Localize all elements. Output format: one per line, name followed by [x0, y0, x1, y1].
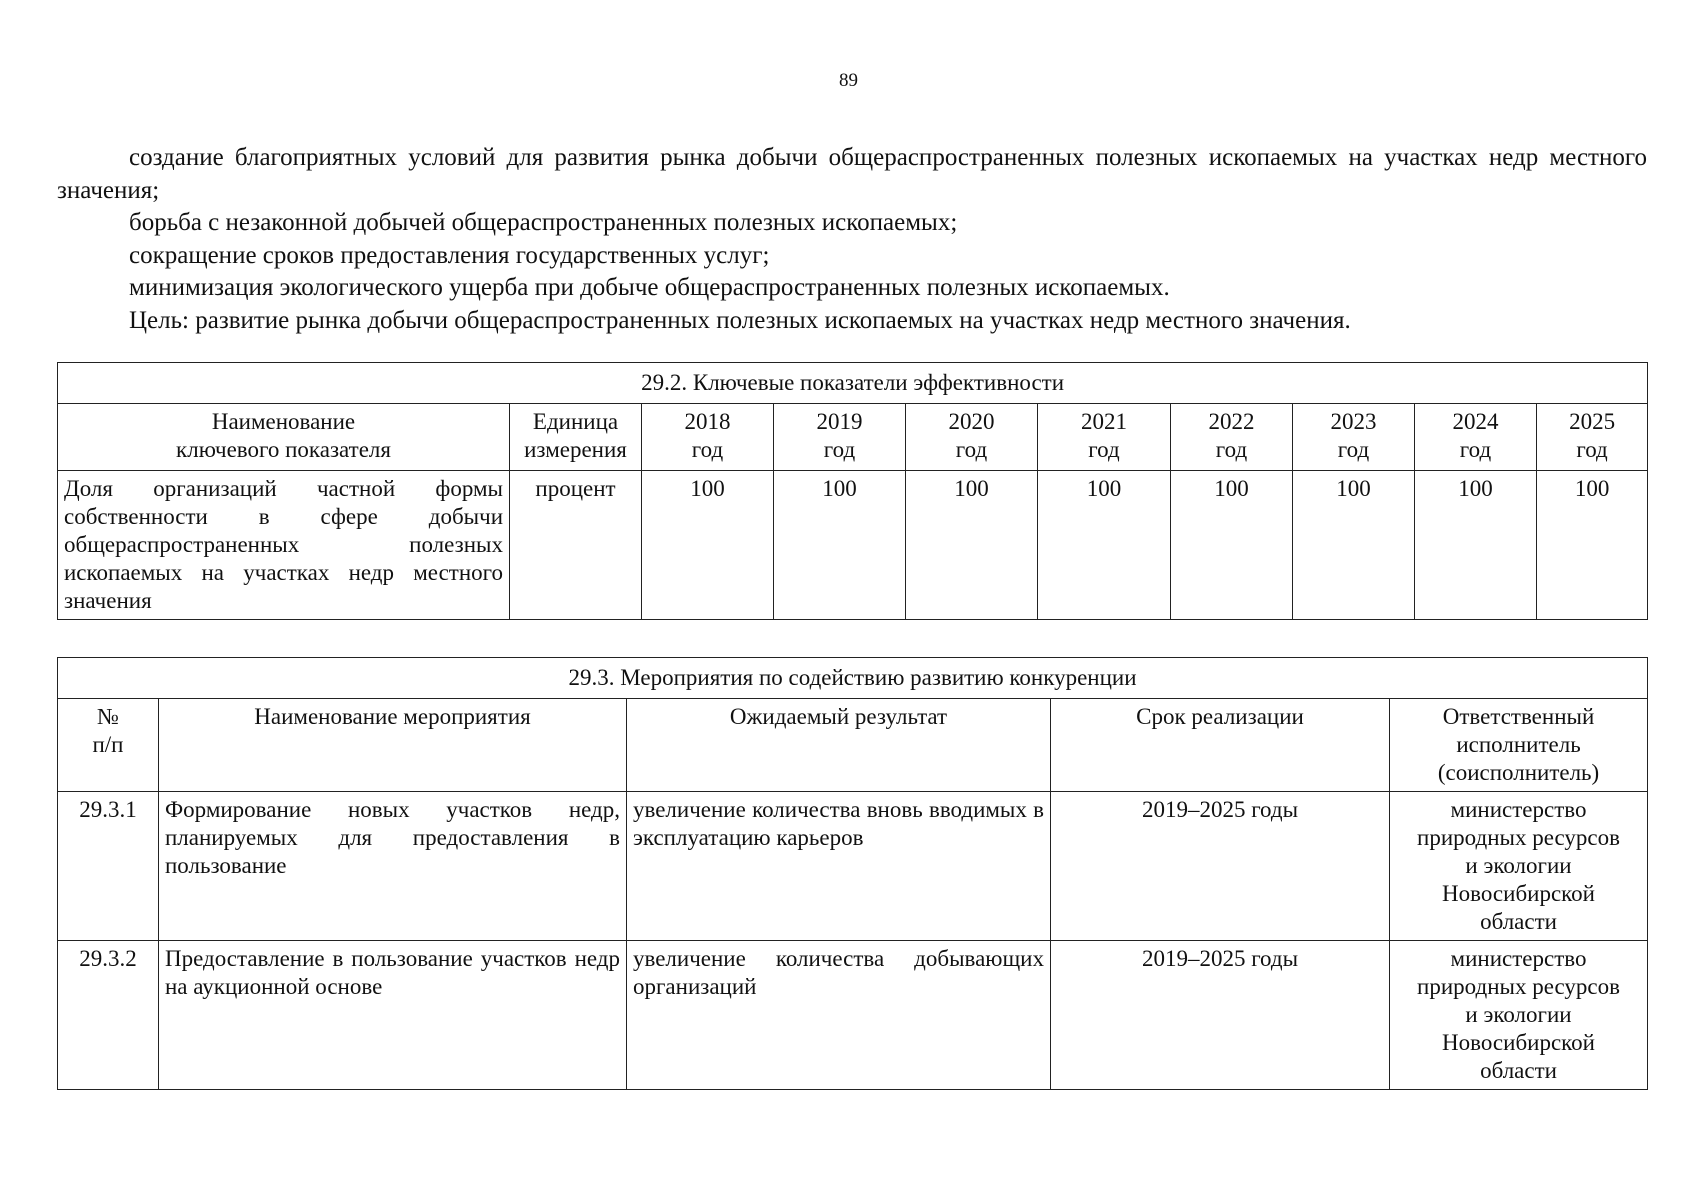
event-result: увеличение количества вновь вводимых в эксплуатацию карьеров [627, 792, 1051, 941]
kpi-value: 100 [1415, 471, 1537, 620]
kpi-year-suffix: год [1337, 437, 1370, 462]
kpi-header-name-line1: Наименование [211, 409, 356, 434]
event-resp-line: и экологии [1465, 1002, 1572, 1027]
kpi-value: 100 [642, 471, 774, 620]
event-responsible [1390, 941, 1648, 1090]
event-result: увеличение количества добывающих организаций [627, 941, 1051, 1090]
events-header-name: Наименование мероприятия [159, 699, 627, 792]
kpi-year-label: 2024 [1452, 409, 1499, 434]
event-term: 2019–2025 годы [1051, 792, 1390, 941]
kpi-header-row [58, 404, 1648, 471]
events-row [58, 792, 1648, 941]
kpi-value: 100 [906, 471, 1038, 620]
kpi-year-label: 2018 [684, 409, 731, 434]
intro-paragraph-5-goal: Цель: развитие рынка добычи общераспространенных полезных ископаемых на участках недр местного значения. [129, 306, 1351, 334]
intro-paragraph-4: минимизация экологического ущерба при добыче общераспространенных полезных ископаемых. [129, 274, 1170, 301]
events-header-num-line2: п/п [92, 732, 124, 757]
event-name: Формирование новых участков недр, планируемых для предоставления в пользование [159, 792, 627, 941]
kpi-header-year [1293, 404, 1415, 471]
events-header-result: Ожидаемый результат [627, 699, 1051, 792]
events-header-resp-line2: исполнитель [1456, 732, 1581, 757]
event-resp-line: Новосибирской [1442, 1030, 1595, 1055]
kpi-header-year [642, 404, 774, 471]
intro-paragraph-1: создание благоприятных условий для развития рынка добычи общераспространенных полезных ископаемых на участках недр местного значения; [57, 144, 1647, 204]
event-num: 29.3.2 [58, 941, 159, 1090]
kpi-value: 100 [774, 471, 906, 620]
events-header-responsible [1390, 699, 1648, 792]
kpi-year-label: 2022 [1208, 409, 1255, 434]
kpi-year-suffix: год [823, 437, 856, 462]
kpi-header-unit [510, 404, 642, 471]
kpi-year-label: 2025 [1569, 409, 1616, 434]
event-resp-line: области [1480, 909, 1557, 934]
kpi-year-label: 2021 [1081, 409, 1127, 434]
intro-paragraph-2: борьба с незаконной добычей общераспространенных полезных ископаемых; [129, 209, 958, 236]
kpi-header-year [1171, 404, 1293, 471]
kpi-year-suffix: год [1576, 437, 1608, 462]
kpi-value: 100 [1293, 471, 1415, 620]
kpi-unit: процент [510, 471, 642, 620]
kpi-year-suffix: год [1088, 437, 1120, 462]
event-term: 2019–2025 годы [1051, 941, 1390, 1090]
kpi-value: 100 [1038, 471, 1171, 620]
kpi-header-unit-line2: измерения [524, 437, 627, 462]
events-header-row [58, 699, 1648, 792]
kpi-header-year [1038, 404, 1171, 471]
intro-text [57, 142, 1647, 337]
kpi-data-row [58, 471, 1648, 620]
event-resp-line: природных ресурсов [1417, 825, 1620, 850]
intro-paragraph-3: сокращение сроков предоставления государственных услуг; [129, 241, 770, 269]
events-row [58, 941, 1648, 1090]
event-num: 29.3.1 [58, 792, 159, 941]
event-resp-line: министерство [1450, 797, 1587, 822]
page-number: 89 [839, 70, 858, 91]
kpi-year-suffix: год [955, 437, 988, 462]
kpi-table-caption: 29.2. Ключевые показатели эффективности [58, 363, 1648, 404]
kpi-year-label: 2020 [948, 409, 995, 434]
kpi-value: 100 [1537, 471, 1648, 620]
events-table [57, 657, 1648, 1090]
events-header-num [58, 699, 159, 792]
kpi-year-label: 2019 [816, 409, 863, 434]
kpi-year-label: 2023 [1330, 409, 1377, 434]
events-table-caption: 29.3. Мероприятия по содействию развитию конкуренции [58, 658, 1648, 699]
kpi-header-year [774, 404, 906, 471]
kpi-header-name-line2: ключевого показателя [176, 437, 391, 462]
kpi-year-suffix: год [691, 437, 724, 462]
kpi-indicator-name: Доля организаций частной формы собственности в сфере добычи общераспространенных полезных ископаемых на участках недр местного значения [58, 471, 510, 620]
event-resp-line: и экологии [1465, 853, 1572, 878]
events-header-term: Срок реализации [1051, 699, 1390, 792]
kpi-header-name [58, 404, 510, 471]
event-resp-line: Новосибирской [1442, 881, 1595, 906]
kpi-table [57, 362, 1648, 620]
events-header-resp-line3: (соисполнитель) [1437, 760, 1600, 785]
kpi-header-year [906, 404, 1038, 471]
event-resp-line: природных ресурсов [1417, 974, 1620, 999]
kpi-value: 100 [1171, 471, 1293, 620]
event-resp-line: области [1480, 1058, 1557, 1083]
event-responsible [1390, 792, 1648, 941]
events-header-num-line1: № [97, 704, 119, 729]
kpi-header-year [1537, 404, 1648, 471]
kpi-year-suffix: год [1459, 437, 1492, 462]
kpi-year-suffix: год [1215, 437, 1248, 462]
kpi-header-year [1415, 404, 1537, 471]
events-header-resp-line1: Ответственный [1442, 704, 1595, 729]
event-resp-line: министерство [1450, 946, 1587, 971]
event-name: Предоставление в пользование участков недр на аукционной основе [159, 941, 627, 1090]
kpi-header-unit-line1: Единица [532, 409, 619, 434]
